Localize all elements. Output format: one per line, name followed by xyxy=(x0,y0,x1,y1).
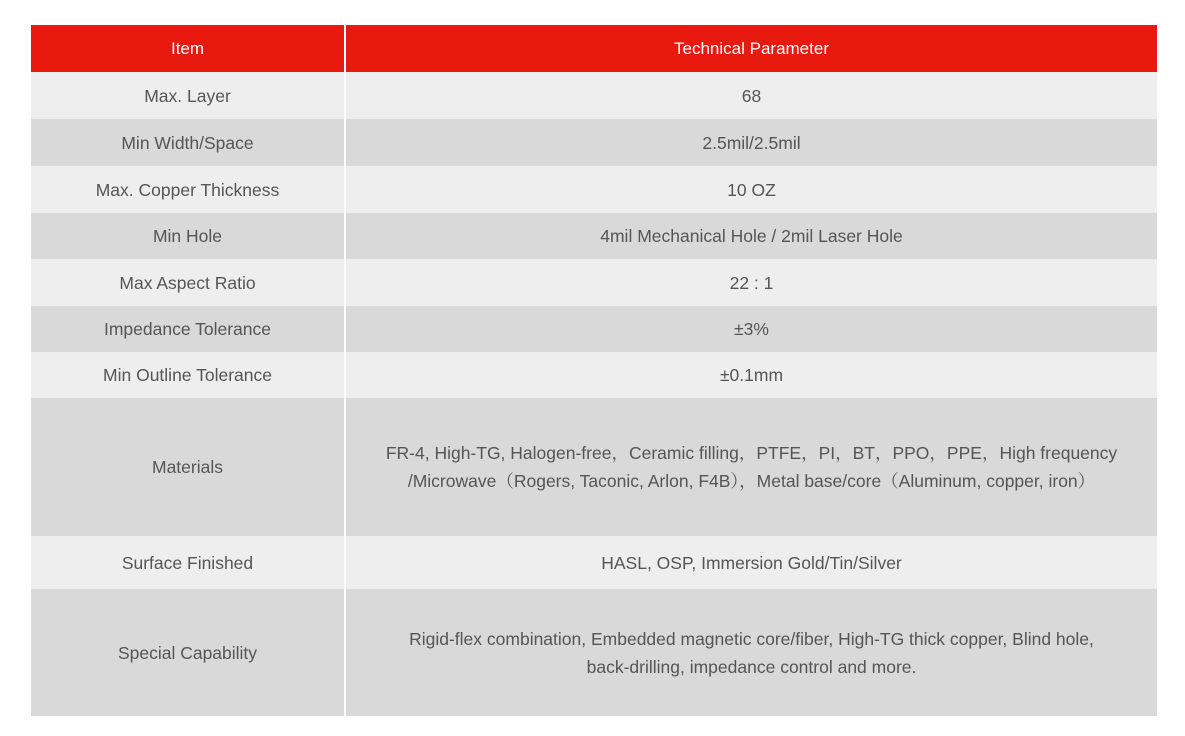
table-row xyxy=(31,119,1157,166)
table-row xyxy=(31,213,1157,259)
row-value: ±0.1mm xyxy=(345,352,1157,398)
row-item-label: Surface Finished xyxy=(31,536,345,589)
row-item-label: Materials xyxy=(31,398,345,536)
row-item-label: Special Capability xyxy=(31,589,345,716)
table-row xyxy=(31,589,1157,716)
row-value-line: back-drilling, impedance control and more. xyxy=(586,656,917,677)
table-row xyxy=(31,398,1157,536)
header-technical-parameter: Technical Parameter xyxy=(345,25,1157,72)
table-row xyxy=(31,259,1157,306)
table-row xyxy=(31,72,1157,119)
row-value: 22 : 1 xyxy=(345,259,1157,306)
table-header-row xyxy=(31,25,1157,72)
row-item-label: Max. Layer xyxy=(31,72,345,119)
row-item-label: Max Aspect Ratio xyxy=(31,259,345,306)
row-item-label: Max. Copper Thickness xyxy=(31,166,345,213)
row-value xyxy=(345,589,1157,716)
row-value-line: FR-4, High-TG, Halogen-free，Ceramic filling，PTFE，PI，BT，PPO，PPE，High frequency xyxy=(385,443,1118,463)
row-value xyxy=(345,398,1157,536)
row-item-label: Min Outline Tolerance xyxy=(31,352,345,398)
row-value: 2.5mil/2.5mil xyxy=(345,119,1157,166)
table-row xyxy=(31,536,1157,589)
row-value-line: /Microwave（Rogers, Taconic, Arlon, F4B），Metal base/core（Aluminum, copper, iron） xyxy=(407,471,1096,491)
row-item-label: Impedance Tolerance xyxy=(31,306,345,352)
table-row xyxy=(31,352,1157,398)
row-value-line: Rigid-flex combination, Embedded magnetic core/fiber, High-TG thick copper, Blind hole, xyxy=(409,628,1094,649)
row-item-label: Min Width/Space xyxy=(31,119,345,166)
spec-table xyxy=(31,25,1157,716)
row-value: HASL, OSP, Immersion Gold/Tin/Silver xyxy=(345,536,1157,589)
row-item-label: Min Hole xyxy=(31,213,345,259)
row-value: 4mil Mechanical Hole / 2mil Laser Hole xyxy=(345,213,1157,259)
header-item: Item xyxy=(31,25,345,72)
row-value: 68 xyxy=(345,72,1157,119)
row-value: 10 OZ xyxy=(345,166,1157,213)
table-row xyxy=(31,166,1157,213)
row-value: ±3% xyxy=(345,306,1157,352)
table-row xyxy=(31,306,1157,352)
